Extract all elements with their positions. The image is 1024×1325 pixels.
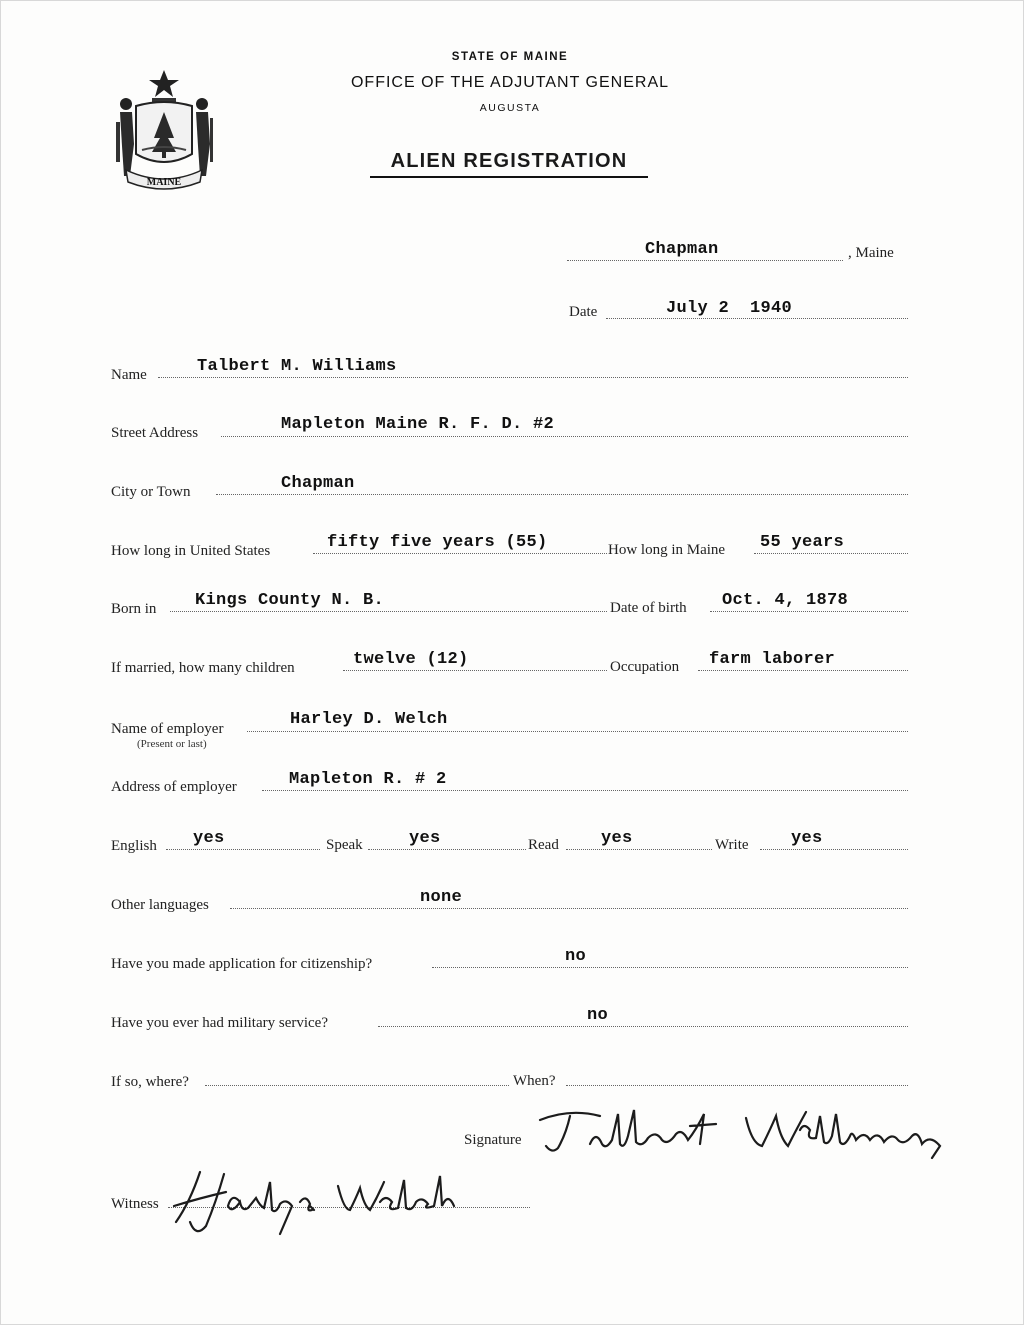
children-label: If married, how many children (111, 660, 295, 676)
english-value: yes (193, 829, 225, 848)
witness-signature (160, 1162, 460, 1242)
military-value: no (587, 1006, 609, 1025)
office-heading: OFFICE OF THE ADJUTANT GENERAL (350, 74, 670, 91)
children-value: twelve (12) (353, 650, 469, 669)
born-in-line (170, 611, 607, 612)
occupation-value: farm laborer (709, 650, 836, 669)
employer-value: Harley D. Welch (290, 710, 448, 729)
employer-address-value: Mapleton R. # 2 (289, 770, 447, 789)
military-label: Have you ever had military service? (111, 1015, 328, 1031)
dob-value: Oct. 4, 1878 (722, 591, 849, 610)
street-line (221, 436, 908, 437)
english-line (166, 849, 320, 850)
street-label: Street Address (111, 425, 199, 441)
employer-label: Name of employer (111, 721, 224, 737)
city-town-value: Chapman (281, 474, 355, 493)
how-long-us-label: How long in United States (111, 543, 271, 559)
other-languages-label: Other languages (111, 897, 209, 913)
witness-label: Witness (111, 1196, 159, 1212)
occupation-label: Occupation (610, 659, 680, 675)
citizenship-value: no (565, 947, 587, 966)
city-town-line (216, 494, 908, 495)
dob-line (710, 611, 908, 612)
where-line (205, 1085, 509, 1086)
children-line (343, 670, 607, 671)
place-value: Chapman (645, 240, 719, 259)
write-label: Write (715, 837, 749, 853)
citizenship-label: Have you made application for citizenship? (111, 956, 373, 972)
how-long-maine-value: 55 years (760, 533, 845, 552)
form-title: ALIEN REGISTRATION (370, 150, 648, 178)
place-line (567, 260, 843, 261)
speak-label: Speak (326, 837, 363, 853)
city-town-label: City or Town (111, 484, 191, 500)
maine-state-seal (112, 66, 216, 194)
citizenship-line (432, 967, 908, 968)
applicant-signature (530, 1100, 970, 1170)
street-value: Mapleton Maine R. F. D. #2 (281, 415, 555, 434)
employer-line (247, 731, 908, 732)
date-label: Date (569, 304, 598, 320)
place-suffix: , Maine (848, 245, 894, 261)
write-value: yes (791, 829, 823, 848)
born-in-label: Born in (111, 601, 157, 617)
where-label: If so, where? (111, 1074, 189, 1090)
signature-label: Signature (464, 1132, 522, 1148)
write-line (760, 849, 908, 850)
how-long-maine-label: How long in Maine (608, 542, 726, 558)
read-line (566, 849, 712, 850)
employer-address-label: Address of employer (111, 779, 237, 795)
read-value: yes (601, 829, 633, 848)
occupation-line (698, 670, 908, 671)
dob-label: Date of birth (610, 600, 687, 616)
employer-address-line (262, 790, 908, 791)
read-label: Read (528, 837, 559, 853)
city-heading: AUGUSTA (479, 102, 541, 114)
other-languages-line (230, 908, 908, 909)
name-label: Name (111, 367, 147, 383)
born-in-value: Kings County N. B. (195, 591, 385, 610)
speak-line (368, 849, 526, 850)
when-line (566, 1085, 908, 1086)
how-long-us-value: fifty five years (55) (327, 533, 548, 552)
seal-ribbon-text: MAINE (146, 177, 182, 188)
military-line (378, 1026, 908, 1027)
english-label: English (111, 838, 157, 854)
name-value: Talbert M. Williams (197, 357, 397, 376)
when-label: When? (513, 1073, 556, 1089)
speak-value: yes (409, 829, 441, 848)
how-long-us-line (313, 553, 607, 554)
how-long-maine-line (754, 553, 908, 554)
date-line (606, 318, 908, 319)
name-line (158, 377, 908, 378)
employer-sublabel: (Present or last) (137, 738, 207, 750)
date-value: July 2 1940 (666, 299, 793, 318)
state-heading: STATE OF MAINE (451, 51, 569, 63)
other-languages-value: none (420, 888, 463, 907)
